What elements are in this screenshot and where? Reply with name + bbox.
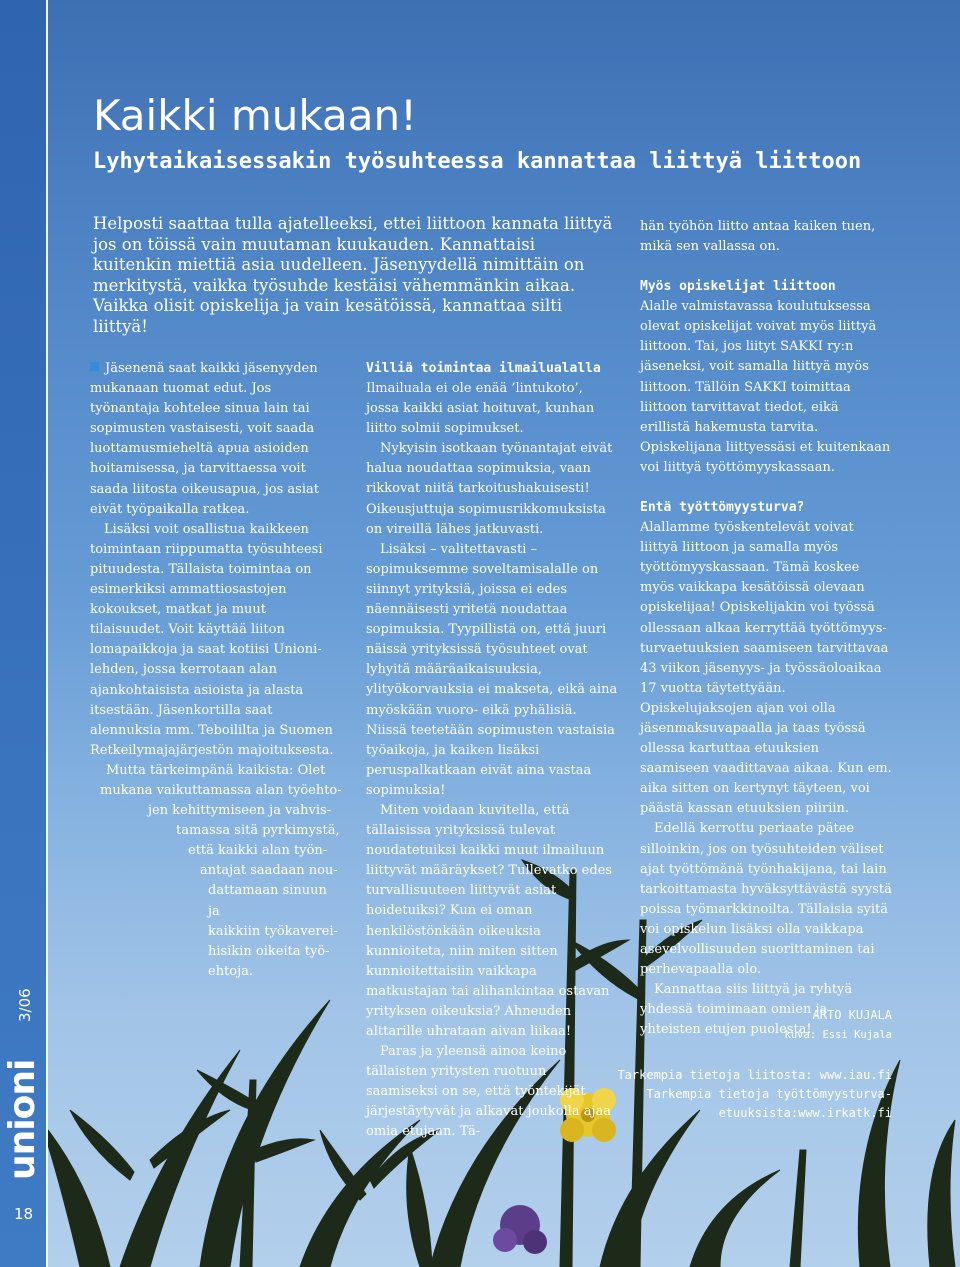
left-margin-strip [0, 0, 48, 1267]
bullet-square-icon [90, 362, 99, 371]
column2-paragraph: Nykyisin isotkaan työnantajat eivät halua noudattaa sopimuksia, vaan rikkovat niitä tarkoitushakuisesti! Oikeusjuttuja sopimusrikkomuksista on vireillä lähes jatkuvasti. [366, 441, 613, 537]
column3-paragraph: Alallamme työskentelevät voivat liittyä liittoon ja samalla myös työttömyyskassaan. Tämä koskee myös vaikkapa kesätöissä olevaan opiskelijaa! Opiskelijakin voi työssä ollessaan alkaa kerryttää työttömyys-turvaetuuksien saamiseen tarvittavaa 43 viikon jäsenyys- ja työssäoloaikaa 17 vuotta täytettyään. Opiskelujaksojen ajan voi olla jäsenmaksuvapaalla ja taas työssä ollessa kartuttaa etuuksien saamiseen vaadittavaa aikaa. Kun em. aika sitten on kertynyt täyteen, voi päästä kassan etuuksien piiriin. [640, 520, 892, 817]
article-lead: Helposti saattaa tulla ajatelleeksi, ettei liittoon kannata liittyä jos on töissä vain muutaman kuukauden. Kannattaisi kuitenkin miettiä asia uudelleen. Jäsenyydellä nimittäin on merkitystä, vaikka työsuhde kestäisi vähemmänkin aikaa. Vaikka olisit opiskelija ja vain kesätöissä, kannattaa silti liittyä! [93, 214, 613, 336]
shaped-line: ehtoja. [208, 963, 254, 979]
column-2 [366, 359, 618, 1143]
shaped-line: dattamaan sinuun ja [208, 883, 327, 919]
shaped-line: että kaikki alan työn- [188, 843, 328, 859]
column2-paragraph: Lisäksi – valitettavasti – sopimuksemme soveltamisalalle on siinnyt yrityksiä, joissa ei edes näennäisesti yritetä noudattaa sopimuksia. Tyypillistä on, että juuri näissä yrityksissä työsuhteet ovat lyhyitä määräaikaisuuksia, ylityökorvauksia ei makseta, eikä aina myöskään vuoro- eikä pyhälisiä. Niissä teetetään sopimusten vastaisia työaikoja, ja kaiken lisäksi peruspalkatkaan eivät aina vastaa sopimuksia! [366, 541, 618, 798]
article-subtitle: Lyhytaikaisessakin työsuhteessa kannattaa liittyä liittoon [93, 149, 862, 174]
column-1 [90, 359, 342, 982]
column3-paragraph: hän työhön liitto antaa kaiken tuen, mikä sen vallassa on. [640, 219, 876, 255]
shaped-line: tamassa sitä pyrkimystä, [176, 823, 340, 839]
column1-shaped-paragraph [90, 761, 342, 982]
column2-paragraph: Ilmailuala ei ole enää ’lintukoto’, jossa kaikki asiat hoituvat, kunhan liitto solmii sopimukset. [366, 381, 595, 437]
section-heading: Entä työttömyysturva? [640, 500, 805, 516]
column2-paragraph: Miten voidaan kuvitella, että tällaisissa yrityksissä tulevat noudatetuiksi kaikki muut ilmailuun liittyvät määräykset? Tullevatko edes turvallisuuteen liittyvät asiat hoidetuiksi? Kun ei oman henkilöstönkään oikeuksia kunnioiteta, niin miten sitten kunnioitettaisiin vaikkapa matkustajan tai alihankintaa ostavan yrityksen oikeuksia? Ahneuden alttarille uhrataan aivan liikaa! [366, 802, 613, 1039]
article-title: Kaikki mukaan! [93, 91, 417, 140]
issue-number: 3/06 [16, 988, 34, 1022]
unioni-logo: unioni [2, 1059, 43, 1180]
photo-credit: kuva: Essi Kujala [784, 1029, 892, 1041]
page-number: 18 [14, 1205, 34, 1223]
link-line: etuuksista:www.irkatk.fi [718, 1106, 892, 1120]
more-info-links [617, 1066, 892, 1123]
shaped-line: jen kehittymiseen ja vahvis- [148, 803, 332, 819]
shaped-line: kaikkiin työkaverei- [208, 923, 338, 939]
author-name: ARTO KUJALA [812, 1008, 892, 1022]
column3-paragraph: Alalle valmistavassa koulutuksessa olevat opiskelijat voivat myös liittyä liittoon. Tai, jos liityt SAKKI ry:n jäseneksi, voit samalla liittyä myös liittoon. Tällöin SAKKI toimittaa liittoon tarvittavat tiedot, eikä erillistä hakemusta tarvita. Opiskelijana liittyessäsi et kuitenkaan voi liittyä työttömyyskassaan. [640, 299, 891, 475]
link-line: Tarkempia tietoja työttömyysturva- [646, 1087, 892, 1101]
author-credit [785, 1005, 892, 1045]
link-line: Tarkempia tietoja liitosta: www.iau.fi [617, 1068, 892, 1082]
column-3 [640, 217, 892, 1040]
column2-paragraph: Paras ja yleensä ainoa keino tällaisten yritysten ruotuun saamiseksi on se, että työntekijät järjestäytyvät ja alkavat joukolla ajaa omia etujaan. Tä- [366, 1044, 612, 1140]
shaped-line: mukana vaikuttamassa alan työehto- [100, 782, 342, 798]
column3-paragraph: Kannattaa siis liittyä ja ryhtyä yhdessä toimimaan omien ja yhteisten etujen puolesta! [640, 982, 853, 1038]
shaped-line: hisikin oikeita työ- [208, 943, 330, 959]
section-heading: Villiä toimintaa ilmailualalla [366, 361, 601, 376]
column1-paragraph: Jäsenenä saat kaikki jäsenyyden mukanaan tuomat edut. Jos työnantaja kohtelee sinua lain tai sopimusten vastaisesti, voit saada luottamusmieheltä apua asioiden hoitamisessa, ja tarvittaessa voit saada liitosta oikeusapua, jos asiat eivät työpaikalla ratkea. [90, 361, 319, 517]
shaped-line: Mutta tärkeimpänä kaikista: Olet [106, 762, 326, 778]
column1-paragraph: Lisäksi voit osallistua kaikkeen toimintaan riippumatta työsuhteesi pituudesta. Tällaista toimintaa on esimerkiksi ammattiosastojen kokoukset, matkat ja muut tilaisuudet. Voit käyttää liiton lomapaikkoja ja saat kotiisi Unioni-lehden, jossa kerrotaan alan ajankohtaisista asioista ja alasta itsestään. Jäsenkortilla saat alennuksia mm. Teboililta ja Suomen Retkeilymajajärjestön majoituksesta. [90, 521, 334, 758]
shaped-line: antajat saadaan nou- [200, 863, 338, 879]
section-heading: Myös opiskelijat liittoon [640, 279, 836, 295]
column3-paragraph: Edellä kerrottu periaate pätee silloinkin, jos on työsuhteiden väliset ajat työttömänä työnhakijana, tai lain tarkoittamasta hyväksyttävästä syystä poissa työmarkkinoilta. Tällaisia syitä voi opiskelun lisäksi olla vaikkapa asevelvollisuuden suorittaminen tai perhevapaalla olo. [640, 821, 892, 978]
